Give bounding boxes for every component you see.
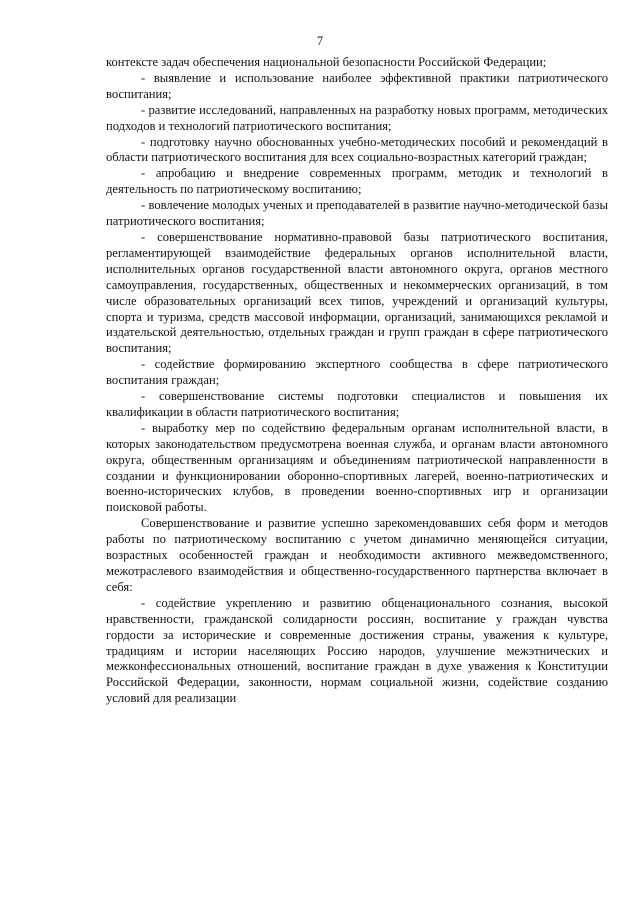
paragraph: - развитие исследований, направленных на разработку новых программ, методических подходов и технологий патриотического воспитания; [106, 102, 608, 133]
paragraph: - выработку мер по содействию федеральным органам исполнительной власти, в которых законодательством предусмотрена военная служба, и органам власти автономного округа, общественным организациям и объединениям патриотической направленности в создании и функционировании оборонно-спортивных лагерей, военно-патриотических и военно-исторических клубов, в проведении военно-спортивных игр и организации поисковой работы. [106, 420, 608, 515]
paragraph: - совершенствование нормативно-правовой базы патриотического воспитания, регламентирующей взаимодействие федеральных органов исполнительной власти, исполнительных органов государственной власти автономного округа, органов местного самоуправления, государственных, общественных и некоммерческих организаций, в том числе образовательных организаций всех типов, учреждений и организаций культуры, спорта и туризма, средств массовой информации, организаций, занимающихся рекламой и издательской деятельностью, отдельных граждан и групп граждан в сфере патриотического воспитания; [106, 229, 608, 356]
paragraph: - совершенствование системы подготовки специалистов и повышения их квалификации в области патриотического воспитания; [106, 389, 608, 419]
page-number: 7 [316, 34, 324, 48]
paragraph: Совершенствование и развитие успешно зарекомендовавших себя форм и методов работы по патриотическому воспитанию с учетом динамично меняющейся ситуации, возрастных особенностей граждан и необходимости активного межведомственного, межотраслевого взаимодействия и общественно-государственного партнерства включает в себя: [106, 516, 608, 594]
paragraph: - апробацию и внедрение современных программ, методик и технологий в деятельность по патриотическому воспитанию; [106, 166, 608, 197]
paragraph: - выявление и использование наиболее эффективной практики патриотического воспитания; [106, 70, 608, 101]
document-body [106, 55, 608, 707]
paragraph: - подготовку научно обоснованных учебно-методических пособий и рекомендаций в области патриотического воспитания для всех социально-возрастных категорий граждан; [106, 134, 608, 165]
paragraph: - содействие укреплению и развитию общенационального сознания, высокой нравственности, гражданской солидарности россиян, воспитание у граждан чувства гордости за исторические и современные достижения страны, уважения к культуре, традициям и истории населяющих Россию народов, улучшение межэтнических и межконфессиональных отношений, воспитание граждан в духе уважения к Конституции Российской Федерации, законности, нормам социальной жизни, содействие созданию условий для реализации [106, 595, 608, 706]
paragraph: - вовлечение молодых ученых и преподавателей в развитие научно-методической базы патриотического воспитания; [106, 198, 608, 229]
paragraph: - содействие формированию экспертного сообщества в сфере патриотического воспитания граждан; [106, 357, 608, 388]
paragraph: контексте задач обеспечения национальной безопасности Российской Федерации; [106, 55, 547, 69]
